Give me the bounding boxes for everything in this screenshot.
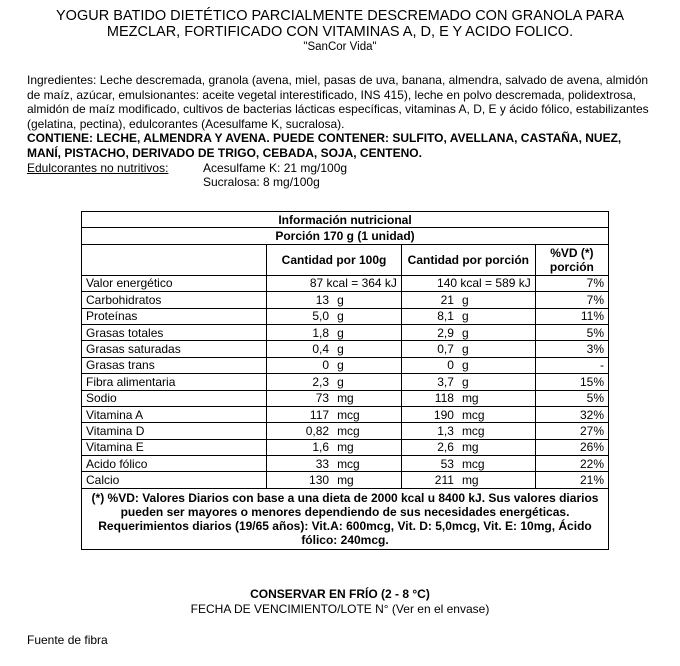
- vd-value: 5%: [535, 324, 608, 340]
- nutrient-name: Vitamina D: [82, 423, 267, 439]
- per-portion-value: 8,1: [437, 309, 454, 324]
- vd-value: 3%: [535, 341, 608, 357]
- per-portion-value: 211: [434, 473, 454, 488]
- nutrient-name: Grasas totales: [82, 324, 267, 340]
- table-title: Información nutricional: [82, 212, 609, 228]
- per-portion-cell: [401, 390, 535, 406]
- per-100g-cell: [267, 439, 402, 455]
- per-portion-cell: [401, 374, 535, 390]
- vd-value: 11%: [535, 308, 608, 324]
- nutrient-name: Carbohidratos: [82, 292, 267, 308]
- table-row: [82, 341, 609, 357]
- per-portion-value: 0,7: [437, 342, 454, 357]
- nutrient-name: Valor energético: [82, 275, 267, 291]
- per-100g-value: 1,6: [312, 440, 330, 455]
- vd-value: 26%: [535, 439, 608, 455]
- sweeteners-label: Edulcorantes no nutritivos:: [27, 160, 169, 175]
- per-portion-value: 0: [447, 358, 454, 373]
- per-100g-cell: [267, 374, 402, 390]
- sweetener-1: Acesulfame K: 21 mg/100g: [203, 160, 348, 175]
- table-row: [82, 439, 609, 455]
- nutrient-name: Fibra alimentaria: [82, 374, 267, 390]
- per-100g-value: 2,3: [312, 374, 330, 389]
- per-100g-value: 1,8: [312, 325, 330, 340]
- per-portion-unit: mg: [461, 473, 479, 488]
- vd-value: 27%: [535, 423, 608, 439]
- per-portion-value: 118: [434, 391, 454, 406]
- nutrient-name: Vitamina A: [82, 406, 267, 422]
- table-row: [82, 374, 609, 390]
- table-row: [82, 324, 609, 340]
- table-row: [82, 357, 609, 373]
- per-portion-unit: mg: [461, 391, 479, 406]
- energy-per-100g: 87 kcal = 364 kJ: [267, 275, 402, 291]
- nutrient-name: Acido fólico: [82, 456, 267, 472]
- per-portion-unit: g: [461, 309, 469, 324]
- per-portion-cell: [401, 456, 535, 472]
- per-portion-unit: mcg: [461, 423, 485, 438]
- per-100g-value: 33: [315, 456, 330, 471]
- per-portion-unit: g: [461, 292, 469, 307]
- per-100g-unit: g: [337, 358, 344, 373]
- per-100g-cell: [267, 324, 402, 340]
- per-portion-value: 190: [433, 407, 454, 422]
- storage-block: [0, 587, 680, 617]
- per-100g-unit: mg: [337, 391, 354, 406]
- vd-value: 7%: [535, 292, 608, 308]
- per-100g-cell: [267, 423, 402, 439]
- per-100g-unit: mcg: [337, 407, 360, 422]
- per-100g-unit: g: [337, 309, 344, 324]
- per-100g-value: 13: [315, 292, 330, 307]
- per-100g-cell: [267, 357, 402, 373]
- nutrient-name: Proteínas: [82, 308, 267, 324]
- table-row: [82, 472, 609, 488]
- vd-value: 32%: [535, 406, 608, 422]
- per-portion-value: 2,9: [437, 325, 454, 340]
- vd-value: 5%: [535, 390, 608, 406]
- per-100g-cell: [267, 292, 402, 308]
- nutrient-name: Grasas saturadas: [82, 341, 267, 357]
- table-row: [82, 456, 609, 472]
- nutrient-name: Calcio: [82, 472, 267, 488]
- per-portion-unit: mg: [461, 440, 479, 455]
- per-100g-cell: [267, 472, 402, 488]
- per-100g-value: 0,82: [305, 423, 330, 438]
- per-100g-value: 0: [322, 358, 330, 373]
- per-portion-value: 2,6: [437, 440, 454, 455]
- per-portion-unit: g: [461, 325, 469, 340]
- brand-name: "SanCor Vida": [303, 41, 377, 53]
- table-row: [82, 423, 609, 439]
- per-portion-cell: [401, 308, 535, 324]
- vd-value: 22%: [535, 456, 608, 472]
- per-portion-cell: [401, 423, 535, 439]
- energy-vd: 7%: [535, 275, 608, 291]
- header-per-portion: Cantidad por porción: [401, 244, 535, 275]
- per-100g-value: 130: [309, 473, 330, 488]
- per-portion-unit: g: [461, 374, 469, 389]
- table-row: [82, 292, 609, 308]
- per-100g-cell: [267, 341, 402, 357]
- per-100g-value: 0,4: [312, 342, 330, 357]
- nutrient-name: Vitamina E: [82, 439, 267, 455]
- per-100g-unit: g: [337, 292, 344, 307]
- per-portion-unit: mcg: [461, 407, 485, 422]
- per-portion-cell: [401, 292, 535, 308]
- vd-value: 21%: [535, 472, 608, 488]
- per-100g-unit: mcg: [337, 423, 360, 438]
- per-100g-unit: mcg: [337, 456, 360, 471]
- nutrient-name: Grasas trans: [82, 357, 267, 373]
- nutrition-table: [81, 211, 609, 550]
- per-portion-cell: [401, 406, 535, 422]
- table-row: [82, 275, 609, 291]
- portion-size: Porción 170 g (1 unidad): [82, 228, 609, 244]
- per-100g-unit: g: [337, 325, 344, 340]
- ingredients-block: [27, 73, 657, 190]
- table-row: [82, 406, 609, 422]
- title-line-1: YOGUR BATIDO DIETÉTICO PARCIALMENTE DESCREMADO CON GRANOLA PARA: [56, 8, 624, 24]
- per-portion-value: 53: [440, 456, 454, 471]
- per-100g-value: 73: [315, 391, 330, 406]
- table-row: [82, 390, 609, 406]
- per-100g-cell: [267, 456, 402, 472]
- per-100g-cell: [267, 390, 402, 406]
- vd-value: -: [535, 357, 608, 373]
- table-row: [82, 308, 609, 324]
- header-vd: %VD (*) porción: [535, 244, 608, 275]
- per-portion-cell: [401, 472, 535, 488]
- per-100g-cell: [267, 308, 402, 324]
- per-100g-value: 117: [309, 407, 330, 422]
- per-portion-unit: mcg: [461, 456, 485, 471]
- vd-footnote: (*) %VD: Valores Diarios con base a una dieta de 2000 kcal u 8400 kJ. Sus valores diarios pueden ser mayores o menores dependiendo de sus necesidades energéticas. Requerimientos diarios (19/65 años): Vit.A: 600mcg, Vit. D: 5,0mcg, Vit. E: 10mg, Ácido fólico: 240mcg.: [82, 488, 609, 549]
- per-portion-cell: [401, 341, 535, 357]
- per-portion-cell: [401, 357, 535, 373]
- per-portion-cell: [401, 439, 535, 455]
- per-100g-unit: mg: [337, 440, 354, 455]
- per-portion-cell: [401, 324, 535, 340]
- vd-value: 15%: [535, 374, 608, 390]
- per-100g-unit: g: [337, 374, 344, 389]
- product-title: [0, 8, 680, 54]
- fiber-claim: Fuente de fibra: [27, 633, 108, 647]
- per-portion-value: 21: [440, 292, 454, 307]
- sweeteners-row: [27, 161, 657, 190]
- title-line-2: MEZCLAR, FORTIFICADO CON VITAMINAS A, D, E Y ACIDO FOLICO.: [106, 24, 574, 40]
- per-portion-value: 1,3: [437, 423, 454, 438]
- per-100g-unit: mg: [337, 473, 354, 488]
- per-100g-cell: [267, 406, 402, 422]
- nutrient-name: Sodio: [82, 390, 267, 406]
- per-portion-value: 3,7: [437, 374, 454, 389]
- per-100g-value: 5,0: [312, 309, 330, 324]
- storage-instructions: CONSERVAR EN FRÍO (2 - 8 °C): [250, 587, 430, 601]
- expiry-lot: FECHA DE VENCIMIENTO/LOTE N° (Ver en el envase): [190, 602, 490, 616]
- header-blank: [82, 244, 267, 275]
- per-100g-unit: g: [337, 342, 344, 357]
- header-per-100g: Cantidad por 100g: [267, 244, 402, 275]
- allergen-statement: CONTIENE: LECHE, ALMENDRA Y AVENA. PUEDE CONTENER: SULFITO, AVELLANA, CASTAÑA, NUEZ, MANÍ, PISTACHO, DERIVADO DE TRIGO, CEBADA, SOJA, CENTENO.: [27, 131, 622, 160]
- ingredients-text: Ingredientes: Leche descremada, granola (avena, miel, pasas de uva, banana, almendra, salvado de avena, almidón de maíz, azúcar, emulsionantes: aceite vegetal interestificado, INS 415), leche en polvo descremada, polidextrosa, almidón de maíz modificado, cultivos de bacterias lácticas específicas, vitaminas A, D, E y ácido fólico, estabilizantes (gelatina, pectina), edulcorantes (Acesulfame K, sucralosa).: [27, 73, 649, 131]
- per-portion-unit: g: [461, 358, 469, 373]
- energy-per-portion: 140 kcal = 589 kJ: [401, 275, 535, 291]
- sweetener-2: Sucralosa: 8 mg/100g: [203, 175, 320, 190]
- per-portion-unit: g: [461, 342, 469, 357]
